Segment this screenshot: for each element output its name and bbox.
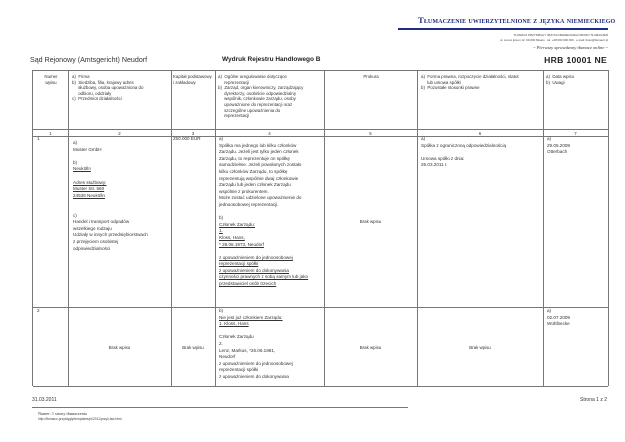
header-line: szczególne upoważnienia do xyxy=(218,107,281,113)
cell-line: Udziały w innych przedsiębiorstwach xyxy=(73,232,148,238)
cell-line: odpowiedzialności xyxy=(73,245,111,251)
cell-line: Spółka ma jednego lub kilku członków xyxy=(219,142,297,148)
entry-2-legal-form: Brak wpisu xyxy=(469,345,491,350)
cell-line: Otterbach xyxy=(547,149,568,155)
entry-1-prokura: Brak wpisu xyxy=(359,219,382,224)
cell-line: reprezentują wspólnie dwaj członkowie xyxy=(219,175,299,181)
cell-line xyxy=(219,209,308,216)
cell-line: Adres służbowy: xyxy=(73,179,107,185)
table-divider xyxy=(33,307,608,308)
header-line: Kapitał podstawowy xyxy=(173,74,212,79)
table-divider xyxy=(33,129,608,130)
translator-line-2: ul. Lorem ipsum 12, 00-000 Miasto · tel. +48 000 000 000 · e-mail: biuro@tlumacz.pl xyxy=(500,38,608,42)
cell-line: 25.03.2011 r. xyxy=(421,162,448,168)
entry-1-legal-form xyxy=(421,136,506,169)
cell-line: Lenz, Markus, *26.06.1981, xyxy=(219,347,276,353)
column-divider xyxy=(215,70,216,386)
cell-line: Neukölln xyxy=(73,166,91,172)
cell-line: a) xyxy=(73,140,78,145)
cell-line: z upoważnieniem do jednoosobowej xyxy=(219,254,293,260)
col-num-1: 1 xyxy=(49,131,52,136)
header-line: upoważnione do reprezentacji oraz xyxy=(218,101,293,107)
cell-line: z upoważnieniem do dokonywania xyxy=(219,267,289,273)
cell-line: 02.07.2009 xyxy=(547,314,570,320)
cell-line: samodzielnie. Jeżeli powołanych zostało xyxy=(219,162,302,168)
cell-line: Członek Zarządu xyxy=(219,334,254,340)
col-num-5: 5 xyxy=(369,131,372,136)
header-line: reprezentacji xyxy=(218,113,250,119)
table-border-top xyxy=(33,70,608,71)
cell-line: czynności prawnych z sobą samym lub jako xyxy=(219,274,309,280)
header-col-1 xyxy=(36,74,66,85)
entry-2-capital: Brak wpisu xyxy=(182,345,204,350)
court-name: Sąd Rejonowy (Amtsgericht) Neudorf xyxy=(30,56,148,64)
header-line: lub umowa spółki xyxy=(421,79,461,85)
entry-1-number: 1 xyxy=(37,136,40,141)
translator-rule xyxy=(398,28,608,30)
cell-line xyxy=(73,206,148,213)
footer-link[interactable]: http://tłumacz-przysięgły/templates/pl/2011/przyk-ład.html xyxy=(38,417,122,421)
header-line: Numer xyxy=(44,74,58,79)
cell-line: reprezentacji spółki xyxy=(219,261,259,267)
table-border-bottom xyxy=(33,386,608,387)
cell-line xyxy=(73,199,148,206)
column-divider xyxy=(171,70,172,386)
entry-2-representation xyxy=(219,308,293,381)
cell-line xyxy=(73,173,148,180)
header-line: służbowy, osoba upoważniona do xyxy=(72,85,144,91)
cell-line: przedstawiciel osób trzecich xyxy=(219,281,277,287)
cell-line: a) xyxy=(547,308,552,313)
header-line: a) Firma xyxy=(72,74,90,79)
entry-1-date xyxy=(547,136,570,156)
entry-1-firm xyxy=(73,140,148,252)
header-line: a) Data wpisu xyxy=(546,74,575,79)
cell-line: b) xyxy=(219,215,224,221)
header-line: b) Pozostałe stosunki prawne xyxy=(421,85,480,91)
cell-line: Kloss, Hans, xyxy=(219,234,245,240)
header-line: b) Siedziba, filia, krajowy adres xyxy=(72,79,134,85)
cell-line: kilku członków Zarządu, to spółkę xyxy=(219,168,288,174)
col-num-7: 7 xyxy=(574,131,577,136)
cell-line: z upoważnieniem do dokonywania xyxy=(219,373,289,379)
col-num-4: 4 xyxy=(268,131,271,136)
header-line: a) Forma prawna, rozpoczęcie działalności, statut xyxy=(421,74,519,79)
header-col-5 xyxy=(325,74,417,80)
cell-line: wszelkiego rodzaju xyxy=(73,225,112,231)
col-num-2: 2 xyxy=(118,131,121,136)
cell-line: jednoosobowej reprezentacji. xyxy=(219,201,279,207)
header-col-6 xyxy=(421,74,542,91)
column-divider xyxy=(417,70,418,386)
header-line: wspólnik, członkowie zarządu, osoby xyxy=(218,96,296,102)
cell-line: 1. Kloss, Hans xyxy=(219,321,249,327)
entry-2-prokura: Brak wpisu xyxy=(359,345,382,350)
cell-line: Muster GmbH xyxy=(73,146,102,152)
column-divider xyxy=(543,70,544,386)
cell-line: Handel i transport odpadów xyxy=(73,219,130,225)
register-table xyxy=(32,70,609,386)
cell-line: reprezentacji spółki xyxy=(219,367,259,373)
cell-line: Zarządu lub jeden członek Zarządu xyxy=(219,182,291,188)
col-num-3: 3 xyxy=(191,131,195,136)
header-line: dyrektorzy, osobiście odpowiedzialny xyxy=(218,90,297,96)
entry-1-capital: 250.000 EUR xyxy=(173,136,201,141)
translator-title: Tłumaczenie uwierzytelnione z języka niemieckiego xyxy=(418,15,616,25)
cell-line: 2. xyxy=(219,340,223,346)
cell-line: Neudorf xyxy=(219,354,236,360)
cell-line: Członek Zarządu: xyxy=(219,221,256,227)
header-line: wpisu xyxy=(45,79,57,85)
cell-line: 24536 Neukölln xyxy=(73,192,105,198)
column-divider xyxy=(324,70,325,386)
cell-line: a) xyxy=(547,136,552,141)
footer-date: 31.03.2011 xyxy=(32,397,57,403)
table-divider xyxy=(33,136,608,137)
header-line: b) Uwagi xyxy=(546,79,565,85)
cell-line: c) xyxy=(73,212,77,218)
cell-line: z upoważnieniem do jednoosobowej xyxy=(219,360,293,366)
cell-line: * 28.06.1973, Neudorf xyxy=(219,241,264,247)
header-line: odbioru, oddziały xyxy=(72,90,112,96)
register-number: HRB 10001 NE xyxy=(544,55,607,65)
header-col-3 xyxy=(173,74,215,85)
cell-line: wspólnie z prokurentem. xyxy=(219,188,269,194)
cell-line: b) xyxy=(73,159,78,165)
footer-page-number: Strona 1 z 2 xyxy=(580,397,607,403)
col-num-6: 6 xyxy=(478,131,482,136)
entry-1-representation xyxy=(219,136,308,288)
cell-line xyxy=(421,149,506,156)
cell-line: Wühlbecke xyxy=(547,321,570,327)
cell-line: a) xyxy=(421,136,426,141)
header-col-4 xyxy=(218,74,323,119)
footer-translation-number: Numer: 1 strony tłumaczenia xyxy=(38,411,87,416)
header-line: Prokura xyxy=(363,74,379,79)
cell-line: Spółka z ograniczoną odpowiedzialnością xyxy=(421,142,507,148)
cell-line: Nie jest już członkiem Zarządu: xyxy=(219,314,283,320)
header-col-7 xyxy=(546,74,606,85)
cell-line: Zarządu, to reprezentuje on spółkę xyxy=(219,155,290,161)
cell-line: z przejęciem osobistej xyxy=(73,238,119,244)
entry-2-date xyxy=(547,308,570,328)
cell-line: a) xyxy=(219,136,224,141)
cell-line: Umowa spółki z dnia: xyxy=(421,155,465,161)
header-line: reprezentacji xyxy=(218,79,250,85)
translator-line-1: TŁUMACZ PRZYSIĘGŁY JĘZYKA NIEMIECKIEGO BIURO TŁUMACZEŃ xyxy=(513,33,608,37)
cell-line: Może zostać udzielone upoważnienie do xyxy=(219,195,302,201)
cell-line: 29.05.2009 xyxy=(547,142,570,148)
cell-line: 1. xyxy=(219,228,223,234)
entry-2-firm: Brak wpisu xyxy=(108,345,131,350)
entry-2-number: 2 xyxy=(37,308,40,313)
cell-line: Zarządu. Jeżeli jest tylko jeden członek xyxy=(219,149,299,155)
header-line: b) Zarząd, organ kierowniczy, zarządzający xyxy=(218,85,304,91)
translator-motto: ~ Pierwszy sprawdzony tłumacz online ~ xyxy=(532,45,608,50)
cell-line xyxy=(73,153,148,160)
cell-line: Muster Str. 560 xyxy=(73,186,105,192)
header-line: a) Ogólne uregulowanie dotyczące xyxy=(218,74,287,79)
cell-line xyxy=(219,328,293,335)
cell-line: b) xyxy=(219,308,224,313)
cell-line xyxy=(219,248,308,255)
header-line: c) Przedmiot działalności xyxy=(72,96,122,102)
header-line: i zakładowy xyxy=(173,79,196,85)
document-title: Wydruk Rejestru Handlowego B xyxy=(222,56,321,63)
column-divider xyxy=(68,70,69,386)
header-col-2 xyxy=(72,74,170,102)
footer-rule xyxy=(32,407,408,408)
